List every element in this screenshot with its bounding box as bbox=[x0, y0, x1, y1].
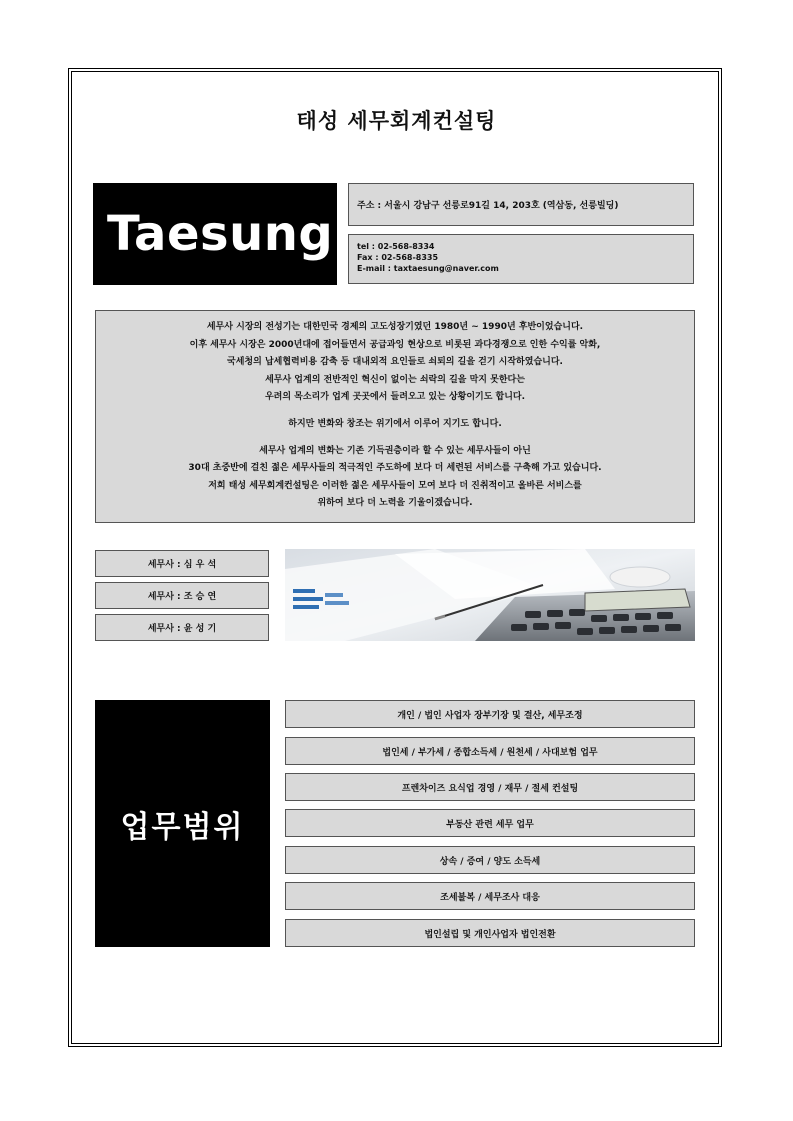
staff-label: 세무사 : 윤 성 기 bbox=[147, 624, 217, 634]
address-text: 주소 : 서울시 강남구 선릉로91길 14, 203호 (역삼동, 선릉빌딩) bbox=[357, 201, 619, 211]
contact-tel: tel : 02-568-8334 bbox=[357, 242, 435, 251]
service-item-2 bbox=[285, 737, 695, 765]
contact-box bbox=[348, 234, 694, 284]
service-item-3 bbox=[285, 773, 695, 801]
address-box bbox=[348, 183, 694, 226]
intro-line: 우려의 목소리가 업계 곳곳에서 들려오고 있는 상황이기도 합니다. bbox=[264, 392, 526, 403]
intro-box bbox=[95, 310, 695, 523]
intro-line: 위하여 보다 더 노력을 기울이겠습니다. bbox=[317, 498, 473, 509]
logo-text: Taesung bbox=[107, 206, 334, 262]
service-item-7 bbox=[285, 919, 695, 947]
service-label: 개인 / 법인 사업자 장부기장 및 결산, 세무조정 bbox=[397, 710, 583, 721]
staff-name-1 bbox=[95, 550, 269, 577]
contact-fax: Fax : 02-568-8335 bbox=[357, 253, 439, 262]
service-label: 조세불복 / 세무조사 대응 bbox=[440, 892, 540, 903]
company-logo bbox=[93, 183, 337, 285]
intro-line: 이후 세무사 시장은 2000년대에 접어들면서 공급과잉 현상으로 비롯된 과다경쟁으로 인한 수익률 악화, bbox=[189, 339, 601, 350]
intro-line: 국세청의 납세협력비용 감축 등 대내외적 요인들로 쇠퇴의 길을 걷기 시작하였습니다. bbox=[227, 357, 563, 368]
staff-name-2 bbox=[95, 582, 269, 609]
staff-name-3 bbox=[95, 614, 269, 641]
staff-label: 세무사 : 조 승 연 bbox=[147, 592, 217, 602]
scope-label bbox=[95, 700, 270, 947]
intro-line: 세무사 업계의 변화는 기존 기득권층이라 할 수 있는 세무사들이 아닌 bbox=[259, 445, 531, 456]
staff-label: 세무사 : 심 우 석 bbox=[147, 560, 217, 570]
service-label: 상속 / 증여 / 양도 소득세 bbox=[439, 856, 541, 867]
calculator-photo-illustration bbox=[285, 549, 695, 641]
office-photo bbox=[285, 549, 695, 641]
contact-email: E-mail : taxtaesung@naver.com bbox=[357, 264, 499, 273]
intro-line: 하지만 변화와 창조는 위기에서 이루어 지기도 합니다. bbox=[288, 418, 502, 429]
scope-label-text: 업무범위 bbox=[120, 809, 245, 845]
service-item-4 bbox=[285, 809, 695, 837]
service-label: 법인세 / 부가세 / 종합소득세 / 원천세 / 사대보험 업무 bbox=[382, 747, 598, 758]
intro-line: 30대 초중반에 걸친 젊은 세무사들의 적극적인 주도하에 보다 더 세련된 서비스를 구축해 가고 있습니다. bbox=[188, 463, 602, 474]
intro-line: 저희 태성 세무회계컨설팅은 이러한 젊은 세무사들이 모여 보다 더 진취적이고 올바른 서비스를 bbox=[208, 480, 582, 491]
service-item-5 bbox=[285, 846, 695, 874]
service-label: 프렌차이즈 요식업 경영 / 재무 / 절세 컨설팅 bbox=[401, 783, 579, 794]
service-item-1 bbox=[285, 700, 695, 728]
service-item-6 bbox=[285, 882, 695, 910]
intro-line: 세무사 업계의 전반적인 혁신이 없이는 쇠락의 길을 막지 못한다는 bbox=[265, 374, 525, 385]
intro-line: 세무사 시장의 전성기는 대한민국 경제의 고도성장기였던 1980년 ~ 1990년 후반이었습니다. bbox=[206, 322, 584, 332]
page-title: 태성 세무회계컨설팅 bbox=[296, 109, 497, 133]
service-label: 부동산 관련 세무 업무 bbox=[446, 819, 534, 830]
service-label: 법인설립 및 개인사업자 법인전환 bbox=[424, 929, 556, 940]
